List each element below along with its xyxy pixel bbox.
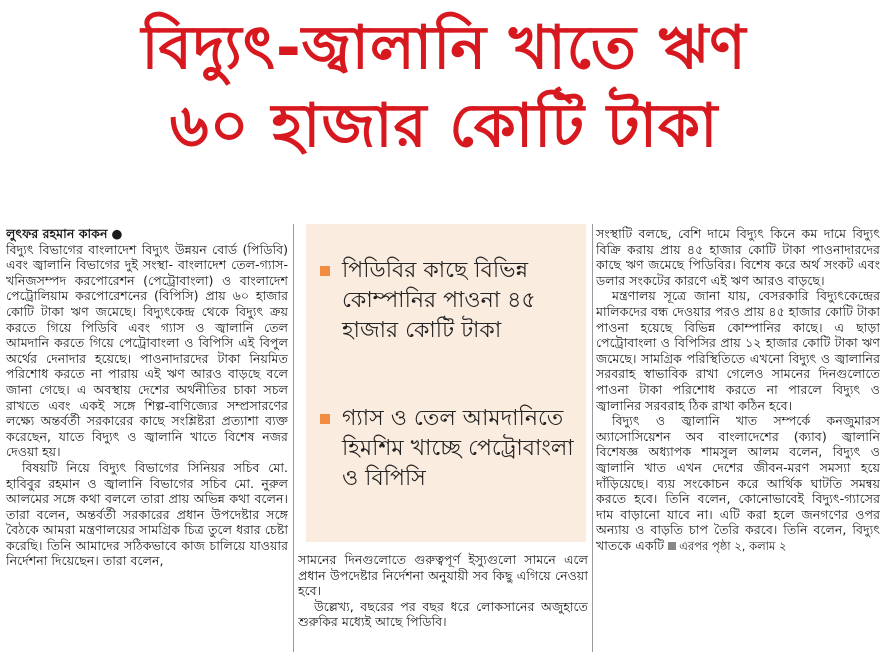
paragraph: বিদ্যুৎ বিভাগের বাংলাদেশ বিদ্যুৎ উন্নয়ন বোর্ড (পিডিবি) এবং জ্বালানি বিভাগের দুই সংস্থা- বাংলাদেশ তেল-গ্যাস-খনিজসম্পদ করপোরেশন (পেট্রোবাংলা) ও বাংলাদেশ পেট্রোলিয়াম করপোরেশনের (বিপিসি) প্রায় ৬০ হাজার কোটি টাকা ঋণ জমেছে। বিদ্যুৎকেন্দ্র থেকে বিদ্যুৎ ক্রয় করতে গিয়ে পিডিবি এবং গ্যাস ও জ্বালানি তেল আমদানি করতে গিয়ে পেট্রোবাংলা ও বিপিসি এই বিপুল অর্থের দেনাদার হয়েছে। পাওনাদারদের টাকা নিয়মিত পরিশোধ করতে না পারায় এই ঋণ আরও বাড়ছে বলে জানা গেছে। এ অবস্থায় দেশের অর্থনীতির চাকা সচল রাখতে এবং একই সঙ্গে শিল্প-বাণিজ্যের সম্প্রসারণের লক্ষ্যে অন্তর্বর্তী সরকারের কাছে সংশ্লিষ্টরা প্রত্যাশা ব্যক্ত করেছেন, যাতে বিদ্যুৎ ও জ্বালানি খাতে বিশেষ নজর দেওয়া হয়।: [6, 241, 288, 460]
highlights-box: [306, 224, 586, 542]
headline-line-1: বিদ্যুৎ-জ্বালানি খাতে ঋণ: [141, 13, 747, 83]
bullet-square-icon: [320, 414, 330, 424]
headline: [0, 8, 888, 164]
paragraph: বিষয়টি নিয়ে বিদ্যুৎ বিভাগের সিনিয়র সচিব মো. হাবিবুর রহমান ও জ্বালানি বিভাগের সচিব মো. নুরুল আলমের সঙ্গে কথা বললে তারা প্রায় অভিন্ন কথা বলেন। তারা বলেন, অন্তর্বর্তী সরকারের প্রধান উপদেষ্টার সঙ্গে বৈঠকে আমরা মন্ত্রণালয়ের সামগ্রিক চিত্র তুলে ধরার চেষ্টা করেছি। তিনি আমাদের সঠিকভাবে কাজ চালিয়ে যাওয়ার নির্দেশনা দিয়েছেন। তারা বলেন,: [6, 459, 288, 569]
column-divider: [592, 224, 593, 652]
continuation-link[interactable]: এরপর পৃষ্ঠা ২, কলাম ২: [668, 539, 786, 553]
article-column-2: [298, 552, 588, 652]
paragraph: সংস্থাটি বলছে, বেশি দামে বিদ্যুৎ কিনে কম দামে বিদ্যুৎ বিক্রি করায় প্রায় ৪৫ হাজার কোটি টাকা পাওনাদারদের কাছে ঋণ জমেছে পিডিবির। বিশেষ করে অর্থ সংকট এবং ডলার সংকটের কারণে এই ঋণ আরও বাড়ছে।: [596, 226, 880, 288]
highlight-item: পিডিবির কাছে বিভিন্ন কোম্পানির পাওনা ৪৫ হাজার কোটি টাকা: [342, 258, 536, 343]
paragraph: মন্ত্রণালয় সূত্রে জানা যায়, বেসরকারি বিদ্যুৎকেন্দ্রের মালিকদের বন্ধ দেওয়ার পরও প্রায় ৪৫ হাজার কোটি টাকা পাওনা হয়েছে বিভিন্ন কোম্পানির কাছে। এ ছাড়া পেট্রোবাংলা ও বিপিসির প্রায় ১২ হাজার কোটি টাকা ঋণ জমেছে। সামগ্রিক পরিস্থিতিতে এখনো বিদ্যুৎ ও জ্বালানির সরবরাহ স্বাভাবিক রাখা গেলেও সামনের দিনগুলোতে পাওনা টাকা পরিশোধ করতে না পারলে বিদ্যুৎ ও জ্বালানির সরবরাহ ঠিক রাখা কঠিন হবে।: [596, 288, 880, 413]
paragraph: সামনের দিনগুলোতে গুরুত্বপূর্ণ ইস্যুগুলো সামনে এলে প্রধান উপদেষ্টার নির্দেশনা অনুযায়ী সব কিছু এগিয়ে নেওয়া হবে।: [298, 552, 588, 599]
highlight-item: গ্যাস ও তেল আমদানিতে হিমশিম খাচ্ছে পেট্রোবাংলা ও বিপিসি: [342, 406, 574, 491]
headline-line-2: ৬০ হাজার কোটি টাকা: [169, 91, 719, 161]
paragraph: বিদ্যুৎ ও জ্বালানি খাত সম্পর্কে কনজুমারস অ্যাসোসিয়েশন অব বাংলাদেশের (ক্যাব) জ্বালানি বিশেষজ্ঞ অধ্যাপক শামসুল আলম বলেন, বিদ্যুৎ ও জ্বালানি খাত এখন দেশের জীবন-মরণ সমস্যা হয়ে দাঁড়িয়েছে। ব্যয় সংকোচন করে আর্থিক ঘাটতি সমন্বয় করতে হবে। তিনি বলেন, কোনোভাবেই বিদ্যুৎ-গ্যাসের দাম বাড়ানো যাবে না। এটি করা হলে জনগণের ওপর অন্যায় ও বাড়তি চাপ তৈরি করবে। তিনি বলেন, বিদ্যুৎ খাতকে একটি এরপর পৃষ্ঠা ২, কলাম ২: [596, 413, 880, 553]
article-column-3: [596, 226, 880, 652]
bullet-square-icon: [320, 266, 330, 276]
paragraph: উল্লেখ্য, বছরের পর বছর ধরে লোকসানের অজুহাতে শুরুকির মধ্যেই আছে পিডিবি।: [298, 598, 588, 630]
byline-dot-icon: ●: [111, 226, 123, 241]
jump-square-icon: [668, 542, 676, 550]
byline: লুৎফর রহমান কাকন ●: [6, 226, 123, 241]
article-column-1: [6, 226, 288, 652]
column-divider: [293, 224, 294, 652]
